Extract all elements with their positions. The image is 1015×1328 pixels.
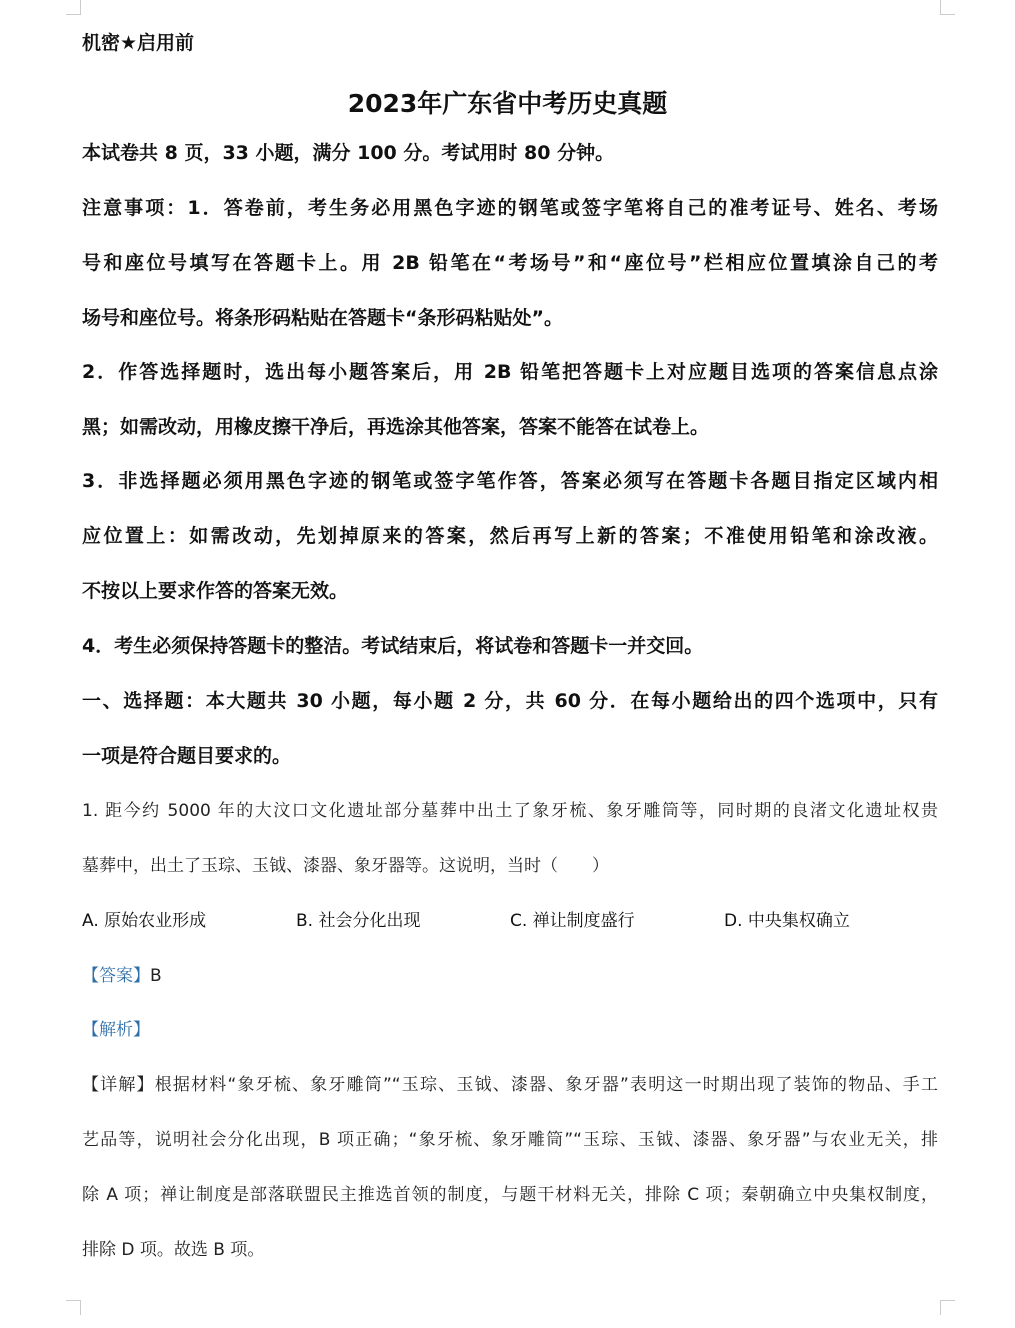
confidential-mark: 机密★启用前 xyxy=(82,32,195,54)
notice-line: 3．非选择题必须用黑色字迹的钢笔或签字笔作答，答案必须写在答题卡各题目指定区域内相 xyxy=(82,470,938,492)
option-b: B. 社会分化出现 xyxy=(296,911,421,931)
answer-line xyxy=(82,964,938,988)
detail-line: 排除 D 项。故选 B 项。 xyxy=(82,1240,265,1260)
detail-line: 除 A 项；禅让制度是部落联盟民主推选首领的制度，与题干材料无关，排除 C 项；秦朝确立中央集权制度， xyxy=(82,1185,938,1205)
corner-mark xyxy=(940,1300,955,1315)
answer-label: 【答案】 xyxy=(82,966,150,986)
corner-mark xyxy=(66,1300,81,1315)
section-heading: 一项是符合题目要求的。 xyxy=(82,745,292,767)
page-title: 2023年广东省中考历史真题 xyxy=(347,89,668,118)
option-a: A. 原始农业形成 xyxy=(82,911,207,931)
option-d: D. 中央集权确立 xyxy=(724,911,850,931)
notice-line: 不按以上要求作答的答案无效。 xyxy=(82,580,349,602)
detail-line: 【详解】根据材料“象牙梳、象牙雕筒”“玉琮、玉钺、漆器、象牙器”表明这一时期出现了装饰的物品、手工 xyxy=(82,1075,938,1095)
corner-mark xyxy=(66,0,81,15)
question-stem: 1. 距今约 5000 年的大汶口文化遗址部分墓葬中出土了象牙梳、象牙雕筒等，同时期的良渚文化遗址权贵 xyxy=(82,801,938,821)
answer-value: B xyxy=(150,966,162,986)
notice-line: 应位置上：如需改动，先划掉原来的答案，然后再写上新的答案；不准使用铅笔和涂改液。 xyxy=(82,525,938,547)
detail-line: 艺品等，说明社会分化出现，B 项正确；“象牙梳、象牙雕筒”“玉琮、玉钺、漆器、象牙器”与农业无关，排 xyxy=(82,1130,938,1150)
section-heading: 一、选择题：本大题共 30 小题，每小题 2 分，共 60 分．在每小题给出的四个选项中，只有 xyxy=(82,690,938,712)
corner-mark xyxy=(940,0,955,15)
option-c: C. 禅让制度盛行 xyxy=(510,911,635,931)
notice-line: 场号和座位号。将条形码粘贴在答题卡“条形码粘贴处”。 xyxy=(82,307,563,329)
notice-line: 注意事项：1．答卷前，考生务必用黑色字迹的钢笔或签字笔将自己的准考证号、姓名、考场 xyxy=(82,197,938,219)
exam-intro: 本试卷共 8 页，33 小题，满分 100 分。考试用时 80 分钟。 xyxy=(82,142,615,164)
notice-line: 2．作答选择题时，选出每小题答案后，用 2B 铅笔把答题卡上对应题目选项的答案信息点涂 xyxy=(82,361,938,383)
notice-line: 号和座位号填写在答题卡上。用 2B 铅笔在“考场号”和“座位号”栏相应位置填涂自己的考 xyxy=(82,252,938,274)
analysis-label: 【解析】 xyxy=(82,1020,150,1040)
notice-line: 黑；如需改动，用橡皮擦干净后，再选涂其他答案，答案不能答在试卷上。 xyxy=(82,416,710,438)
question-stem: 墓葬中，出土了玉琮、玉钺、漆器、象牙器等。这说明，当时（ ） xyxy=(82,856,609,876)
notice-line: 4．考生必须保持答题卡的整洁。考试结束后，将试卷和答题卡一并交回。 xyxy=(82,635,704,657)
